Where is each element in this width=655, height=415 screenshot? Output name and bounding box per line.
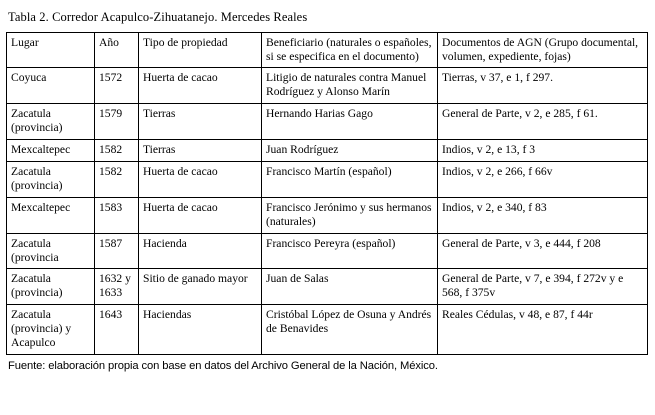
table-row — [7, 104, 648, 140]
cell-anio: 1583 — [95, 197, 139, 233]
column-header-tipo: Tipo de propiedad — [139, 32, 262, 68]
table-row — [7, 140, 648, 162]
cell-lugar: Zacatula (provincia) y Acapulco — [7, 305, 95, 355]
cell-tipo: Huerta de cacao — [139, 161, 262, 197]
cell-lugar: Mexcaltepec — [7, 197, 95, 233]
cell-anio: 1587 — [95, 233, 139, 269]
cell-beneficiario: Francisco Martín (español) — [262, 161, 438, 197]
cell-documento: Indios, v 2, e 340, f 83 — [438, 197, 648, 233]
cell-lugar: Zacatula (provincia — [7, 233, 95, 269]
cell-anio: 1582 — [95, 140, 139, 162]
mercedes-reales-table — [6, 32, 648, 355]
cell-beneficiario: Hernando Harias Gago — [262, 104, 438, 140]
table-row — [7, 233, 648, 269]
cell-beneficiario: Francisco Jerónimo y sus hermanos (naturales) — [262, 197, 438, 233]
cell-tipo: Sitio de ganado mayor — [139, 269, 262, 305]
table-row — [7, 197, 648, 233]
cell-anio: 1579 — [95, 104, 139, 140]
cell-anio: 1582 — [95, 161, 139, 197]
cell-documento: Indios, v 2, e 266, f 66v — [438, 161, 648, 197]
table-row — [7, 68, 648, 104]
table-row — [7, 305, 648, 355]
cell-beneficiario: Cristóbal López de Osuna y Andrés de Benavides — [262, 305, 438, 355]
cell-lugar: Zacatula (provincia) — [7, 161, 95, 197]
table-source-note: Fuente: elaboración propia con base en datos del Archivo General de la Nación, México. — [8, 359, 438, 372]
cell-anio: 1572 — [95, 68, 139, 104]
cell-anio: 1643 — [95, 305, 139, 355]
cell-documento: Reales Cédulas, v 48, e 87, f 44r — [438, 305, 648, 355]
cell-tipo: Huerta de cacao — [139, 68, 262, 104]
cell-beneficiario: Francisco Pereyra (español) — [262, 233, 438, 269]
cell-beneficiario: Litigio de naturales contra Manuel Rodríguez y Alonso Marín — [262, 68, 438, 104]
cell-lugar: Zacatula (provincia) — [7, 269, 95, 305]
table-row — [7, 269, 648, 305]
cell-documento: General de Parte, v 7, e 394, f 272v y e 568, f 375v — [438, 269, 648, 305]
cell-tipo: Haciendas — [139, 305, 262, 355]
table-header-row — [7, 32, 648, 68]
column-header-documento: Documentos de AGN (Grupo documental, volumen, expediente, fojas) — [438, 32, 648, 68]
cell-documento: Tierras, v 37, e 1, f 297. — [438, 68, 648, 104]
cell-documento: Indios, v 2, e 13, f 3 — [438, 140, 648, 162]
cell-lugar: Mexcaltepec — [7, 140, 95, 162]
cell-lugar: Zacatula (provincia) — [7, 104, 95, 140]
cell-beneficiario: Juan Rodríguez — [262, 140, 438, 162]
cell-tipo: Huerta de cacao — [139, 197, 262, 233]
cell-anio: 1632 y 1633 — [95, 269, 139, 305]
column-header-beneficiario: Beneficiario (naturales o españoles, si se especifica en el documento) — [262, 32, 438, 68]
table-caption: Tabla 2. Corredor Acapulco-Zihuatanejo. Mercedes Reales — [8, 10, 308, 24]
cell-lugar: Coyuca — [7, 68, 95, 104]
cell-tipo: Hacienda — [139, 233, 262, 269]
column-header-lugar: Lugar — [7, 32, 95, 68]
cell-documento: General de Parte, v 2, e 285, f 61. — [438, 104, 648, 140]
cell-tipo: Tierras — [139, 104, 262, 140]
cell-beneficiario: Juan de Salas — [262, 269, 438, 305]
column-header-anio: Año — [95, 32, 139, 68]
cell-documento: General de Parte, v 3, e 444, f 208 — [438, 233, 648, 269]
cell-tipo: Tierras — [139, 140, 262, 162]
table-row — [7, 161, 648, 197]
